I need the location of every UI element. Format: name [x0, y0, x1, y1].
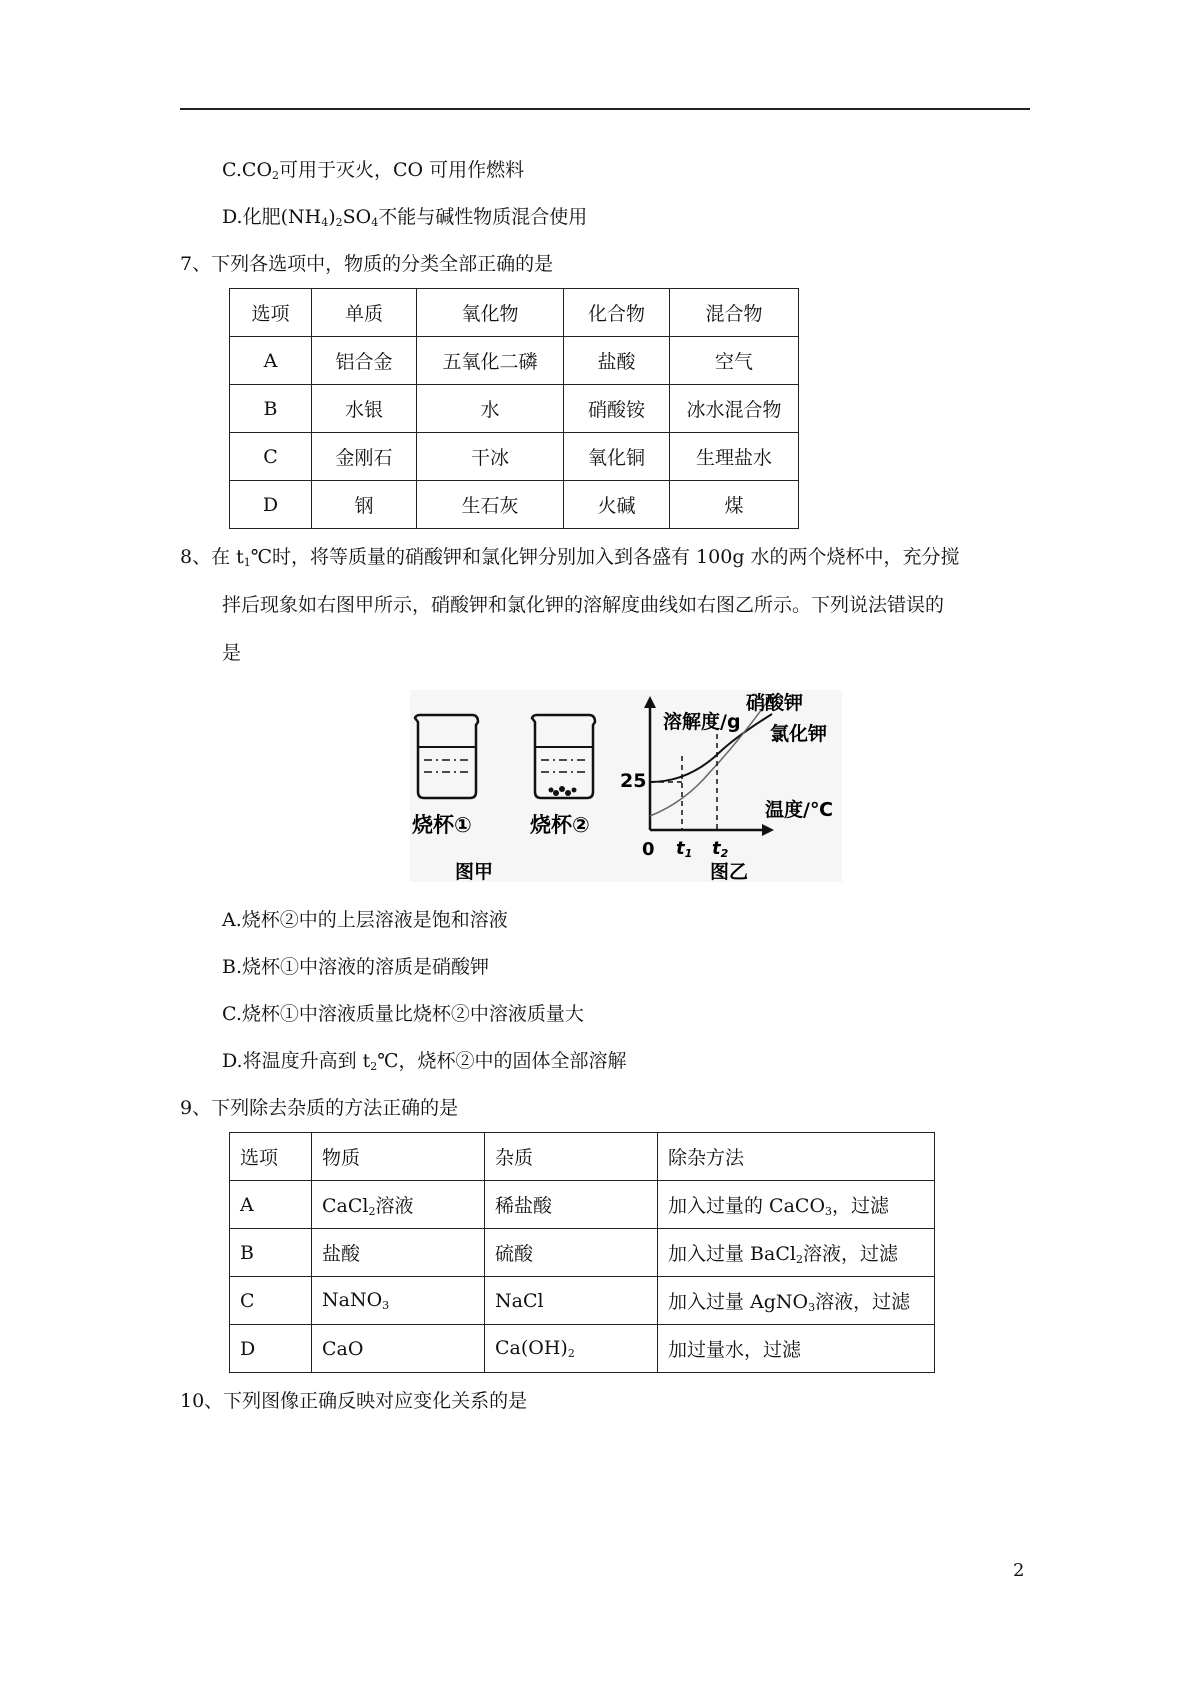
table-cell: 干冰	[417, 433, 564, 481]
table-header-cell: 单质	[312, 289, 417, 337]
table-header-cell: 选项	[230, 289, 312, 337]
table-cell: 加入过量 BaCl$_2$溶液，过滤	[658, 1229, 935, 1277]
table-cell: 火碱	[564, 481, 670, 529]
table-cell: 冰水混合物	[670, 385, 799, 433]
table-cell: 铝合金	[312, 337, 417, 385]
table-cell: CaCl$_2$溶液	[312, 1181, 485, 1229]
q8-stem-line3: 是	[222, 642, 242, 664]
q8-stem-line2: 拌后现象如右图甲所示，硝酸钾和氯化钾的溶解度曲线如右图乙所示。下列说法错误的	[222, 594, 945, 616]
q7-stem: 7、下列各选项中，物质的分类全部正确的是	[180, 253, 554, 275]
q8-option-b: B.烧杯①中溶液的溶质是硝酸钾	[222, 956, 490, 978]
table-row	[230, 1325, 935, 1373]
table-row	[230, 385, 799, 433]
q7-classification-table	[229, 288, 799, 529]
q6-option-c: $C.CO_2$可用于灭火，CO 可用作燃料	[222, 159, 525, 182]
table-cell: NaNO$_3$	[312, 1277, 485, 1325]
q8-stem-line1: 8、在 $t_1℃$时，将等质量的硝酸钾和氯化钾分别加入到各盛有 100g 水的两个烧杯中，充分搅	[180, 546, 960, 569]
table-header-row	[230, 1133, 935, 1181]
table-cell: 钢	[312, 481, 417, 529]
table-header-cell: 氧化物	[417, 289, 564, 337]
x-axis-arrow-icon	[762, 824, 774, 836]
table-row	[230, 337, 799, 385]
table-header-row	[230, 289, 799, 337]
table-cell: 加入过量 AgNO$_3$溶液，过滤	[658, 1277, 935, 1325]
table-header-cell: 化合物	[564, 289, 670, 337]
table-cell: 盐酸	[564, 337, 670, 385]
q8-option-d: D.将温度升高到 $t_2℃$，烧杯②中的固体全部溶解	[222, 1050, 627, 1073]
table-cell: D	[230, 1325, 312, 1373]
table-cell: B	[230, 385, 312, 433]
t2-label: t2	[712, 838, 729, 860]
table-cell: 加过量水，过滤	[658, 1325, 935, 1373]
table-cell: B	[230, 1229, 312, 1277]
figure-b-caption: 图乙	[710, 861, 749, 882]
table-cell: A	[230, 337, 312, 385]
q8-figure	[410, 690, 842, 882]
q8-option-a: A.烧杯②中的上层溶液是饱和溶液	[222, 909, 508, 931]
beaker-2-label: 烧杯②	[530, 813, 590, 837]
table-cell: C	[230, 433, 312, 481]
table-cell: 生理盐水	[670, 433, 799, 481]
table-row	[230, 481, 799, 529]
table-cell: 空气	[670, 337, 799, 385]
table-cell: 水	[417, 385, 564, 433]
table-cell: A	[230, 1181, 312, 1229]
table-cell: 煤	[670, 481, 799, 529]
header-rule	[180, 108, 1030, 110]
table-cell: 水银	[312, 385, 417, 433]
q6-option-d: D.化肥$(NH_4)_2SO_4$不能与碱性物质混合使用	[222, 206, 588, 229]
table-row	[230, 433, 799, 481]
y-axis-arrow-icon	[644, 696, 656, 708]
q10-stem: 10、下列图像正确反映对应变化关系的是	[180, 1390, 528, 1412]
table-cell: 生石灰	[417, 481, 564, 529]
kno3-label: 硝酸钾	[746, 692, 804, 714]
table-header-cell: 物质	[312, 1133, 485, 1181]
y-tick-label: 25	[620, 770, 647, 792]
table-cell: CaO	[312, 1325, 485, 1373]
origin-label: 0	[642, 839, 655, 860]
solubility-graph	[620, 691, 833, 882]
x-axis-label: 温度/℃	[765, 799, 833, 821]
q9-impurity-table	[229, 1132, 935, 1373]
table-cell: 金刚石	[312, 433, 417, 481]
table-cell: 氧化铜	[564, 433, 670, 481]
beaker-2-icon	[532, 715, 595, 798]
table-header-cell: 混合物	[670, 289, 799, 337]
table-cell: 五氧化二磷	[417, 337, 564, 385]
table-cell: NaCl	[485, 1277, 658, 1325]
table-row	[230, 1181, 935, 1229]
table-cell: 盐酸	[312, 1229, 485, 1277]
table-row	[230, 1229, 935, 1277]
q8-option-c: C.烧杯①中溶液质量比烧杯②中溶液质量大	[222, 1003, 584, 1025]
q9-stem: 9、下列除去杂质的方法正确的是	[180, 1097, 459, 1119]
beaker-1-label: 烧杯①	[412, 813, 472, 837]
table-cell: D	[230, 481, 312, 529]
table-row	[230, 1277, 935, 1325]
table-header-cell: 杂质	[485, 1133, 658, 1181]
table-header-cell: 选项	[230, 1133, 312, 1181]
kcl-label: 氯化钾	[770, 723, 828, 745]
t1-label: t1	[676, 838, 693, 860]
table-cell: C	[230, 1277, 312, 1325]
table-cell: 硝酸铵	[564, 385, 670, 433]
table-cell: 加入过量的 CaCO$_3$，过滤	[658, 1181, 935, 1229]
solid-precipitate-icon	[549, 786, 577, 796]
table-header-cell: 除杂方法	[658, 1133, 935, 1181]
beaker-1-icon	[415, 715, 478, 798]
table-cell: $Ca(OH)_2$	[485, 1325, 658, 1373]
y-axis-label: 溶解度/g	[663, 711, 741, 733]
figure-a-caption: 图甲	[455, 861, 494, 882]
table-cell: 稀盐酸	[485, 1181, 658, 1229]
table-cell: 硫酸	[485, 1229, 658, 1277]
page-number: 2	[1013, 1560, 1025, 1581]
